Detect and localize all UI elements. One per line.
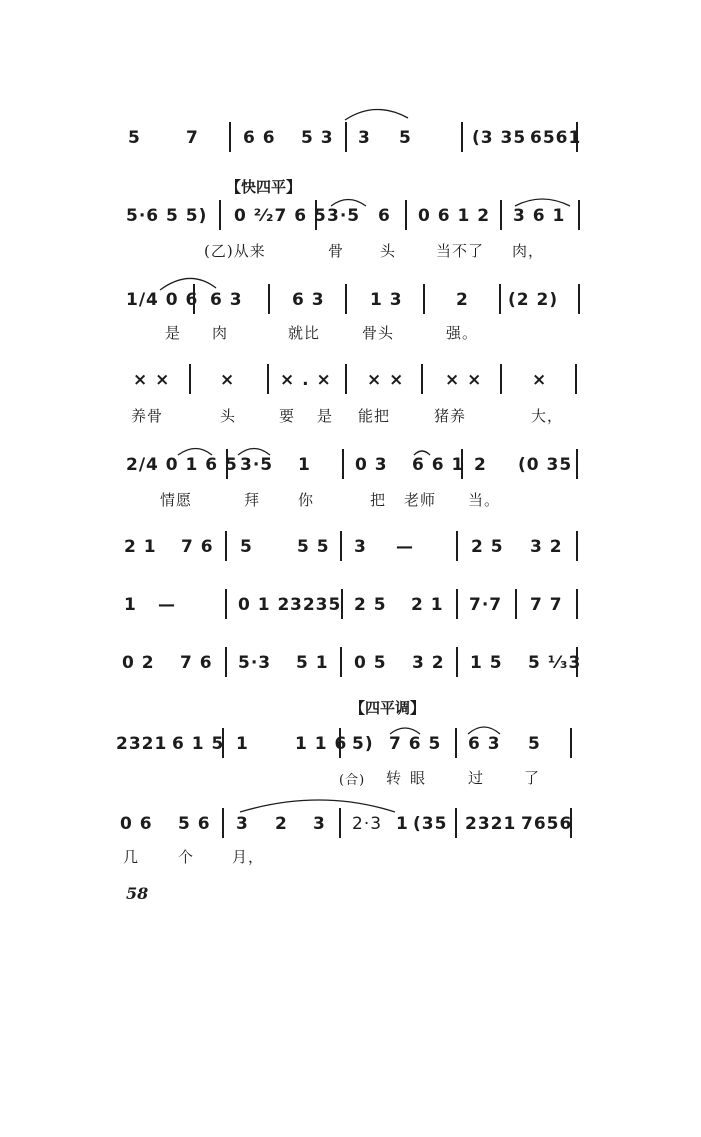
note-group: 2 1 (411, 595, 444, 615)
slur (331, 200, 366, 207)
lyric: 是 (317, 407, 334, 425)
lyric: 就比 (288, 324, 321, 342)
lyric: 骨 (328, 242, 345, 260)
note-group: 2/4 0 1 6 5 (126, 455, 238, 475)
slur (414, 451, 430, 455)
lyric: 强。 (446, 324, 479, 342)
note-group: × (532, 370, 548, 390)
note-group: × . × (280, 370, 332, 390)
lyric: 当。 (468, 491, 501, 509)
note-group: 0 6 1 2 (418, 206, 491, 226)
note-group: 5 3 (301, 128, 334, 148)
note-group: 3 (236, 814, 249, 834)
note-group: 2·3 (352, 814, 383, 834)
lyric: 肉 (212, 324, 229, 342)
note-group: 1/4 0 6 (126, 290, 199, 310)
note-group: 6561 (530, 128, 582, 148)
lyric: 是 (165, 324, 182, 342)
note-group: 6 3 (468, 734, 501, 754)
lyric: 拜 (244, 491, 261, 509)
note-group: 2 5 (471, 537, 504, 557)
note-group: 3 (358, 128, 371, 148)
note-group: 1 5 (470, 653, 503, 673)
note-group: 2 (275, 814, 288, 834)
note-group: 7 7 (530, 595, 563, 615)
note-group: 1 (298, 455, 311, 475)
note-group: 2321 (116, 734, 168, 754)
note-group: 7 (186, 128, 199, 148)
lyric: 肉， (512, 242, 545, 260)
slur (515, 199, 570, 206)
note-group: 5 (128, 128, 141, 148)
note-group: 5 ¹⁄₃3 (528, 653, 582, 673)
note-group: 3 2 (412, 653, 445, 673)
note-group: (3 35 (472, 128, 527, 148)
lyric: (合) (339, 773, 366, 788)
slur (178, 449, 212, 456)
lyric: 猪养 (434, 407, 467, 425)
note-group: 3 (354, 537, 367, 557)
lyric: 你 (298, 491, 315, 509)
slur (390, 728, 420, 734)
section-label: 【快四平】 (226, 178, 302, 196)
lyric: 养骨 (131, 407, 164, 425)
note-group: 7·7 (469, 595, 503, 615)
lyric: 老师 (404, 491, 437, 509)
note-group: 2 (456, 290, 469, 310)
note-group: × × (367, 370, 405, 390)
note-group: 1 (124, 595, 137, 615)
note-group: 0 5 (354, 653, 387, 673)
note-group: 7 6 5 (389, 734, 442, 754)
lyric: 要 (279, 407, 296, 425)
note-group: — (158, 595, 176, 615)
note-group: 6 1 5 (172, 734, 225, 754)
note-group: 5 (240, 537, 253, 557)
lyric: 月， (232, 848, 265, 866)
lyric: 头 (220, 407, 237, 425)
section-label: 【四平调】 (350, 699, 426, 717)
note-group: 1 (396, 814, 409, 834)
note-group: 5 (528, 734, 541, 754)
note-group: 1 3 (370, 290, 403, 310)
lyric: 转 (386, 769, 403, 787)
note-group: × × (133, 370, 171, 390)
lyric: 当不了 (436, 242, 485, 260)
lyric: 能把 (358, 407, 391, 425)
note-group: 3 2 (530, 537, 563, 557)
note-group: (0 35 (518, 455, 573, 475)
note-group: 0 3 (355, 455, 388, 475)
note-group: — (396, 537, 414, 557)
lyric: 个 (178, 848, 195, 866)
note-group: 7656 (521, 814, 573, 834)
note-group: × (220, 370, 236, 390)
lyric: (乙)从来 (204, 242, 266, 260)
note-group: 2 5 (354, 595, 387, 615)
note-group: 1 1 6 (295, 734, 348, 754)
note-group: 7 6 (181, 537, 214, 557)
slur (468, 727, 500, 734)
note-group: 6 3 (210, 290, 243, 310)
note-group: 1 (236, 734, 249, 754)
note-group: 3 (313, 814, 326, 834)
slur (240, 800, 395, 812)
lyric: 头 (380, 242, 397, 260)
lyric: 了 (524, 769, 541, 787)
note-group: 0 ²⁄₂7 6 5 (234, 206, 327, 226)
lyric: 大， (531, 407, 564, 425)
note-group: 6 3 (292, 290, 325, 310)
lyric: 情愿 (160, 491, 193, 509)
note-group: × × (445, 370, 483, 390)
lyric: 过 (468, 769, 485, 787)
note-group: 3235 (290, 595, 342, 615)
slur (238, 449, 270, 456)
note-group: 5 (399, 128, 412, 148)
note-group: 3·5 (240, 455, 274, 475)
note-group: 6 6 (243, 128, 276, 148)
note-group: (35 (413, 814, 448, 834)
lyric: 几 (123, 848, 140, 866)
note-group: 7 6 (180, 653, 213, 673)
note-group: 5 6 (178, 814, 211, 834)
note-group: 2321 (465, 814, 517, 834)
note-group: 3·5 (327, 206, 361, 226)
note-group: 5·3 (238, 653, 272, 673)
note-group: 5·6 5 5) (126, 206, 208, 226)
note-group: 2 (474, 455, 487, 475)
page-number: 58 (126, 884, 149, 903)
slur (160, 278, 216, 290)
lyric: 把 (370, 491, 387, 509)
note-group: 6 (378, 206, 391, 226)
note-group: 5) (352, 734, 374, 754)
note-group: 5 1 (296, 653, 329, 673)
note-group: (2 2) (508, 290, 559, 310)
lyric: 眼 (410, 769, 427, 787)
slur (345, 109, 408, 120)
note-group: 5 5 (297, 537, 330, 557)
note-group: 0 6 (120, 814, 153, 834)
note-group: 2 1 (124, 537, 157, 557)
note-group: 6 6 1 (412, 455, 465, 475)
note-group: 0 1 2 (238, 595, 291, 615)
note-group: 0 2 (122, 653, 155, 673)
note-group: 3 6 1 (513, 206, 566, 226)
lyric: 骨头 (362, 324, 395, 342)
